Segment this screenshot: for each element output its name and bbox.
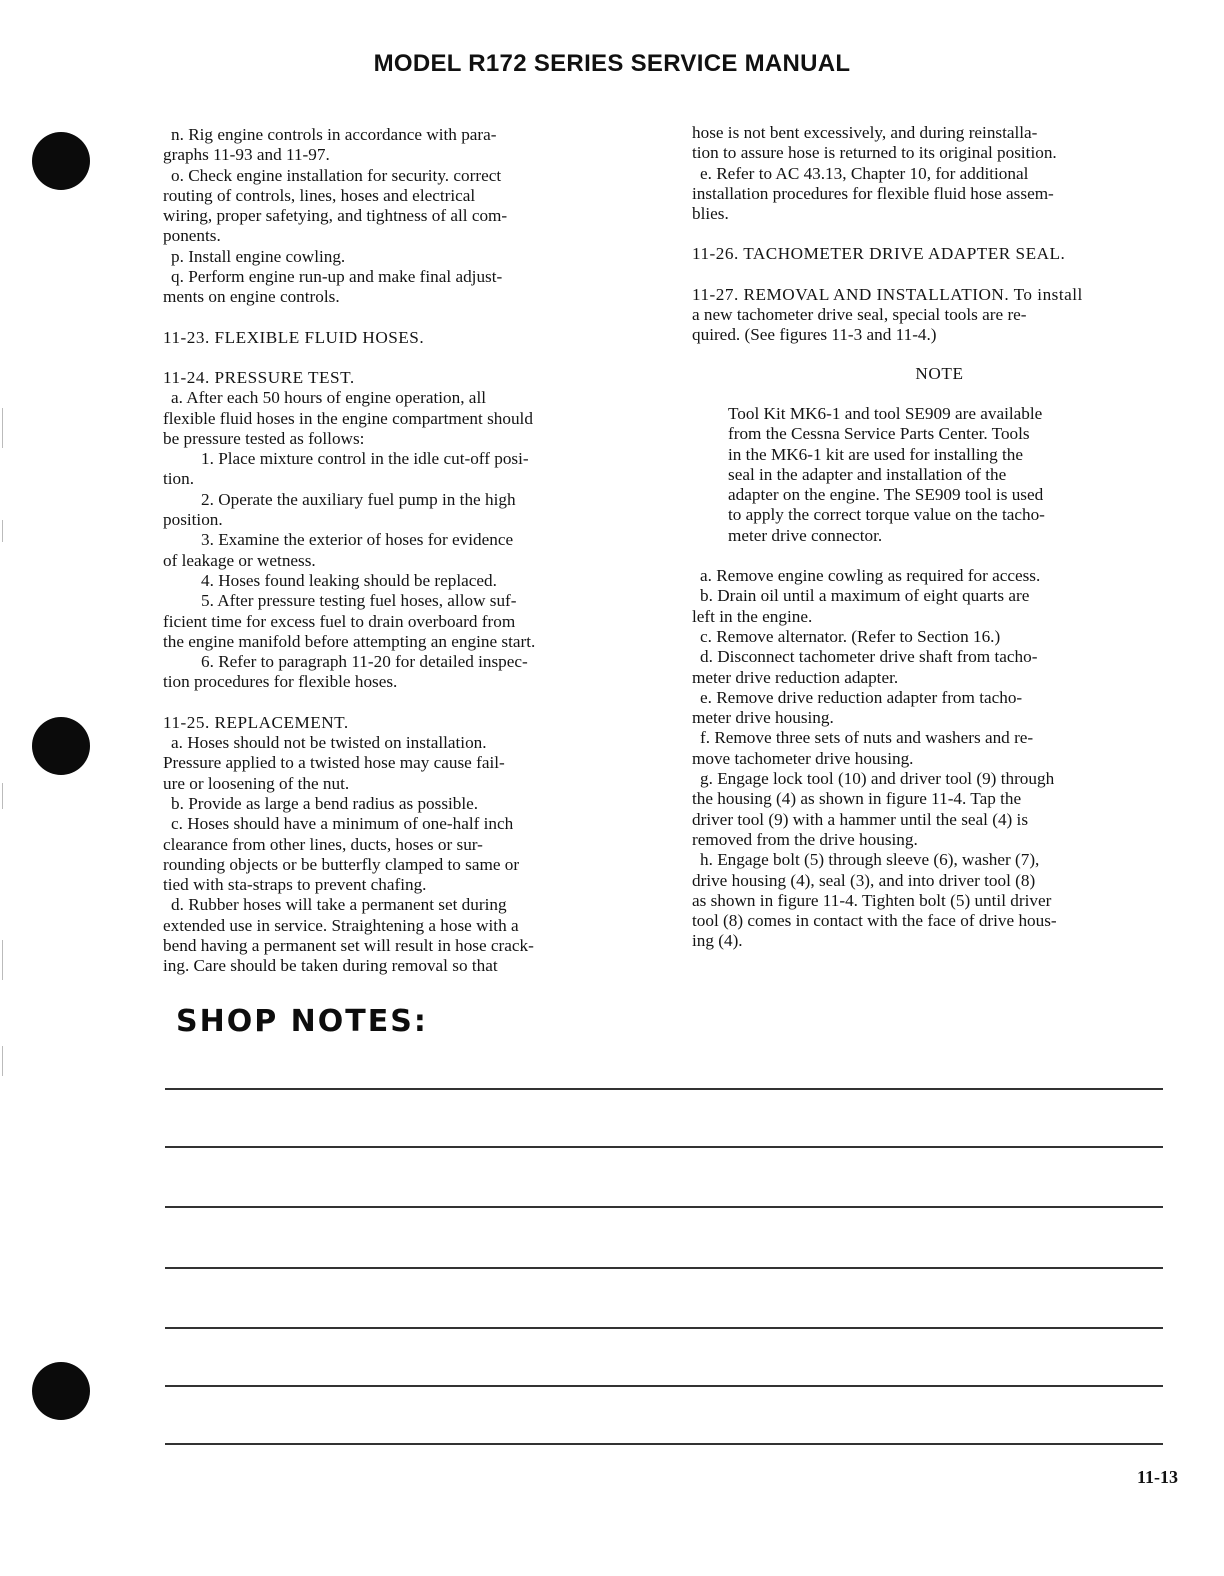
text-line: Pressure applied to a twisted hose may cause fail- [163,753,505,773]
text-line: o. Check engine installation for security. correct [171,165,502,185]
text-line: d. Rubber hoses will take a permanent set during [171,895,507,915]
text-line: seal in the adapter and installation of the [728,464,1007,484]
text-line: 5. After pressure testing fuel hoses, allow suf- [201,591,517,611]
paragraph-spacer [692,346,1187,364]
text-line: b. Drain oil until a maximum of eight quarts are [700,586,1030,606]
section-heading: 11-27. REMOVAL AND INSTALLATION. To install [692,284,1083,304]
text-line: 1. Place mixture control in the idle cut-off posi- [201,449,529,469]
text-line: q. Perform engine run-up and make final adjust- [171,267,503,287]
text-line: removed from the drive housing. [692,829,918,849]
notes-rule-line [165,1206,1163,1208]
scan-edge-mark [2,783,3,809]
text-line: c. Remove alternator. (Refer to Section 16.) [700,626,1001,646]
text-line: h. Engage bolt (5) through sleeve (6), washer (7), [700,850,1040,870]
text-line: ing (4). [692,931,743,951]
text-line: a. Remove engine cowling as required for access. [700,566,1041,586]
text-line: drive housing (4), seal (3), and into driver tool (8) [692,870,1036,890]
right-column-text [692,123,1187,952]
scan-edge-mark [2,1046,3,1076]
text-line: f. Remove three sets of nuts and washers and re- [700,728,1034,748]
text-line: meter drive connector. [728,525,883,545]
binder-hole-top [32,132,90,190]
text-line: d. Disconnect tachometer drive shaft from tacho- [700,647,1038,667]
text-line: ments on engine controls. [163,287,340,307]
text-line: installation procedures for flexible fluid hose assem- [692,183,1054,203]
text-line: Tool Kit MK6-1 and tool SE909 are available [728,403,1043,423]
text-line: wiring, proper safetying, and tightness of all com- [163,206,508,226]
text-line: tion procedures for flexible hoses. [163,672,398,692]
binder-hole-bottom [32,1362,90,1420]
text-line: meter drive reduction adapter. [692,667,899,687]
text-line: the housing (4) as shown in figure 11-4. Tap the [692,789,1022,809]
text-line: extended use in service. Straightening a hose with a [163,915,519,935]
text-line: clearance from other lines, ducts, hoses or sur- [163,834,483,854]
text-line: adapter on the engine. The SE909 tool is used [728,485,1044,505]
text-line: tied with sta-straps to prevent chafing. [163,875,427,895]
text-line: bend having a permanent set will result in hose crack- [163,935,534,955]
text-line: ficient time for excess fuel to drain overboard from [163,611,516,631]
notes-rule-line [165,1443,1163,1445]
text-line: to apply the correct torque value on the tacho- [728,505,1045,525]
section-heading: 11-24. PRESSURE TEST. [163,367,355,387]
text-line: blies. [692,204,729,224]
text-line: move tachometer drive housing. [692,748,914,768]
note-title: NOTE [915,363,964,383]
text-line: tool (8) comes in contact with the face of drive hous- [692,911,1057,931]
paragraph-spacer [163,693,663,713]
text-line: b. Provide as large a bend radius as possible. [171,793,479,813]
text-line: 4. Hoses found leaking should be replaced. [201,570,497,590]
notes-rule-line [165,1267,1163,1269]
text-line: a. After each 50 hours of engine operation, all [171,388,486,408]
text-line: left in the engine. [692,606,813,626]
text-line: tion to assure hose is returned to its original position. [692,143,1057,163]
text-line: driver tool (9) with a hammer until the seal (4) is [692,809,1029,829]
text-line: e. Refer to AC 43.13, Chapter 10, for additional [700,163,1029,183]
text-line: a new tachometer drive seal, special tools are re- [692,305,1027,325]
text-line: rounding objects or be butterfly clamped to same or [163,854,520,874]
notes-rule-line [165,1385,1163,1387]
shop-notes-heading: SHOP NOTES: [176,1004,428,1039]
text-line: in the MK6-1 kit are used for installing the [728,444,1023,464]
text-line: of leakage or wetness. [163,550,316,570]
page-header: MODEL R172 SERIES SERVICE MANUAL [373,50,851,77]
scan-edge-mark [2,940,3,980]
scan-edge-mark [2,408,3,448]
text-line: 2. Operate the auxiliary fuel pump in the high [201,489,516,509]
section-heading: 11-25. REPLACEMENT. [163,712,349,732]
text-line: ure or loosening of the nut. [163,773,350,793]
paragraph-spacer [163,308,663,328]
paragraph-spacer [692,546,1187,566]
notes-rule-line [165,1088,1163,1090]
text-line: p. Install engine cowling. [171,246,346,266]
text-line: g. Engage lock tool (10) and driver tool (9) through [700,769,1055,789]
text-line: meter drive housing. [692,708,834,728]
text-line: be pressure tested as follows: [163,428,365,448]
paragraph-spacer [692,384,1187,404]
left-column-text [163,125,663,977]
text-line: c. Hoses should have a minimum of one-half inch [171,814,514,834]
text-line: ponents. [163,226,221,246]
text-line: a. Hoses should not be twisted on installation. [171,733,487,753]
notes-rule-line [165,1327,1163,1329]
text-line: flexible fluid hoses in the engine compartment should [163,408,533,428]
scan-edge-mark [2,520,3,542]
page-number: 11-13 [1136,1467,1178,1487]
text-line: tion. [163,469,195,489]
text-line: ing. Care should be taken during removal so that [163,956,498,976]
text-line: position. [163,510,223,530]
text-line: routing of controls, lines, hoses and electrical [163,185,476,205]
text-line: the engine manifold before attempting an engine start. [163,631,536,651]
paragraph-spacer [692,224,1187,244]
binder-hole-middle [32,717,90,775]
text-line: hose is not bent excessively, and during reinstalla- [692,123,1038,142]
text-line: graphs 11-93 and 11-97. [163,145,330,165]
text-line: quired. (See figures 11-3 and 11-4.) [692,325,937,345]
text-line: 3. Examine the exterior of hoses for evidence [201,530,514,550]
notes-rule-line [165,1146,1163,1148]
text-line: as shown in figure 11-4. Tighten bolt (5) until driver [692,890,1052,910]
text-line: e. Remove drive reduction adapter from tacho- [700,687,1023,707]
text-line: n. Rig engine controls in accordance with para- [171,125,497,144]
text-line: 6. Refer to paragraph 11-20 for detailed inspec- [201,652,528,672]
text-line: from the Cessna Service Parts Center. Tools [728,424,1030,444]
section-heading: 11-23. FLEXIBLE FLUID HOSES. [163,327,425,347]
section-heading: 11-26. TACHOMETER DRIVE ADAPTER SEAL. [692,244,1066,264]
paragraph-spacer [163,348,663,368]
paragraph-spacer [692,265,1187,285]
